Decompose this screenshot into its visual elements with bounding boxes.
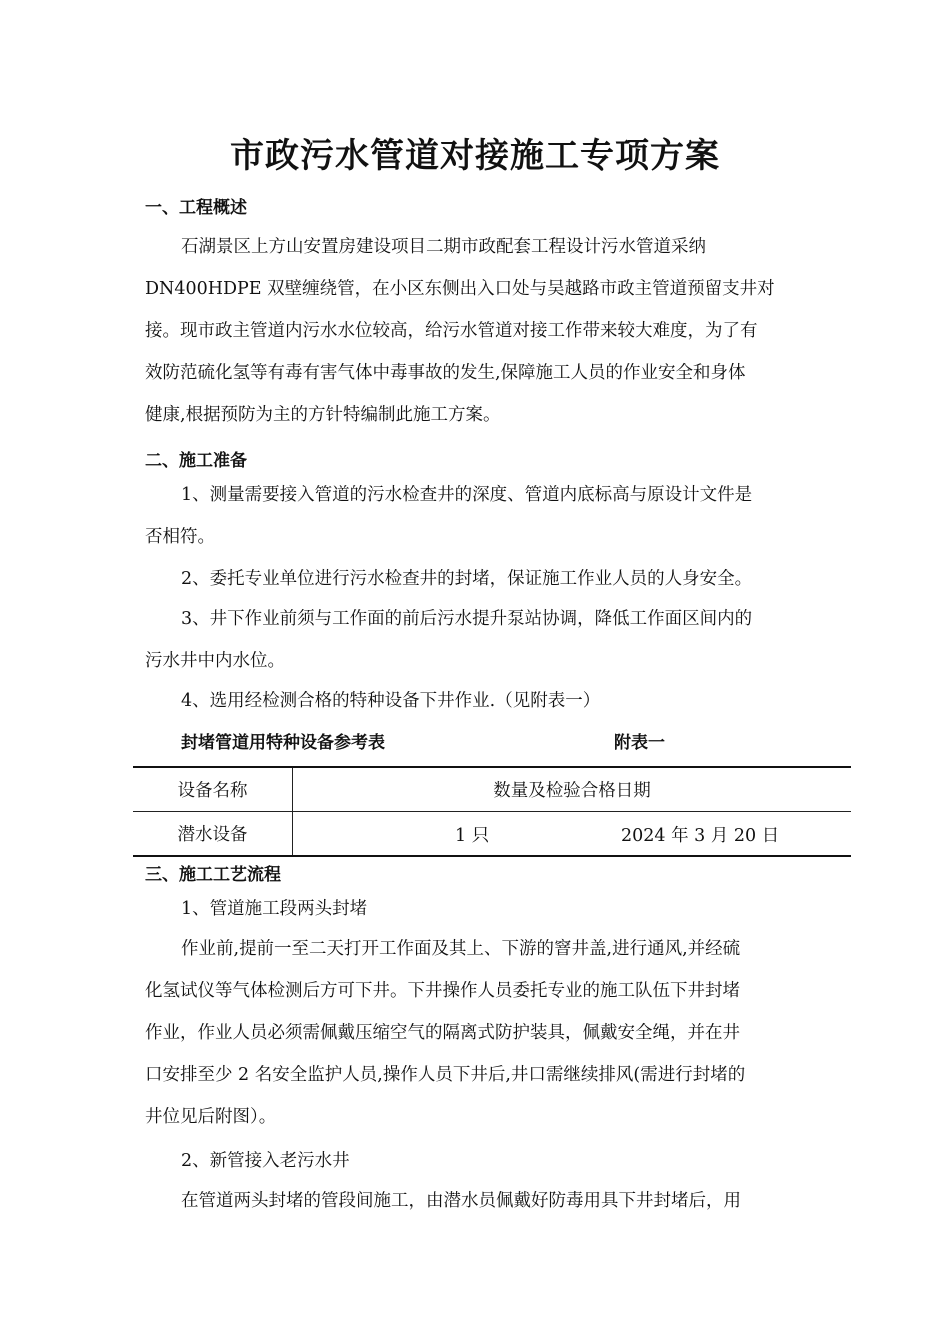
process-sub-heading-1	[145, 888, 807, 930]
paragraph-line: 作业前,提前一至二天打开工作面及其上、下游的窨井盖,进行通风,并经硫	[181, 939, 741, 959]
section-heading-overview: 一、工程概述	[145, 198, 247, 218]
process-paragraph-2	[145, 1180, 807, 1222]
paragraph-line: DN400HDPE 双壁缠绕管，在小区东侧出入口处与吴越路市政主管道预留支井对	[145, 279, 775, 299]
preparation-item-2	[145, 558, 807, 600]
paragraph-line: 石湖景区上方山安置房建设项目二期市政配套工程设计污水管道采纳	[181, 237, 706, 257]
paragraph-line: 接。现市政主管道内污水水位较高，给污水管道对接工作带来较大难度，为了有	[145, 321, 758, 341]
table-cell-quantity: 1 只	[455, 826, 490, 846]
paragraph-line: 井位见后附图）。	[145, 1107, 277, 1127]
paragraph-line: 2、新管接入老污水井	[181, 1151, 350, 1171]
table-cell-quantity-date	[293, 812, 852, 857]
paragraph-line: 否相符。	[145, 527, 215, 547]
table-caption: 封堵管道用特种设备参考表	[181, 733, 385, 753]
preparation-item-4	[145, 680, 807, 722]
paragraph-line: 健康,根据预防为主的方针特编制此施工方案。	[145, 405, 501, 425]
process-sub-heading-2	[145, 1140, 807, 1182]
paragraph-line: 作业，作业人员必须需佩戴压缩空气的隔离式防护装具，佩戴安全绳，并在井	[145, 1023, 740, 1043]
process-paragraph-1	[145, 928, 807, 1138]
table-header-cell: 数量及检验合格日期	[293, 767, 852, 812]
table-cell-date: 2024 年 3 月 20 日	[621, 826, 780, 846]
paragraph-line: 1、测量需要接入管道的污水检查井的深度、管道内底标高与原设计文件是	[181, 485, 753, 505]
preparation-item-3	[145, 598, 807, 682]
paragraph-line: 效防范硫化氢等有毒有害气体中毒事故的发生,保障施工人员的作业安全和身体	[145, 363, 746, 383]
preparation-item-1	[145, 474, 807, 558]
paragraph-line: 4、选用经检测合格的特种设备下井作业.（见附表一）	[181, 691, 601, 711]
table-caption-appendix: 附表一	[614, 733, 665, 753]
overview-paragraph	[145, 226, 807, 436]
section-heading-process: 三、施工工艺流程	[145, 865, 281, 885]
table-header-row	[133, 767, 851, 812]
paragraph-line: 口安排至少 2 名安全监护人员,操作人员下井后,井口需继续排风(需进行封堵的	[145, 1065, 746, 1085]
page-title: 市政污水管道对接施工专项方案	[230, 136, 720, 176]
paragraph-line: 3、井下作业前须与工作面的前后污水提升泵站协调，降低工作面区间内的	[181, 609, 753, 629]
paragraph-line: 化氢试仪等气体检测后方可下井。下井操作人员委托专业的施工队伍下井封堵	[145, 981, 740, 1001]
paragraph-line: 2、委托专业单位进行污水检查井的封堵，保证施工作业人员的人身安全。	[181, 569, 753, 589]
table-cell-equipment: 潜水设备	[133, 812, 293, 857]
equipment-table	[133, 766, 851, 857]
table-row	[133, 812, 851, 857]
paragraph-line: 在管道两头封堵的管段间施工，由潜水员佩戴好防毒用具下井封堵后，用	[181, 1191, 741, 1211]
paragraph-line: 污水井中内水位。	[145, 651, 285, 671]
paragraph-line: 1、管道施工段两头封堵	[181, 899, 368, 919]
section-heading-preparation: 二、施工准备	[145, 451, 247, 471]
table-header-cell: 设备名称	[133, 767, 293, 812]
